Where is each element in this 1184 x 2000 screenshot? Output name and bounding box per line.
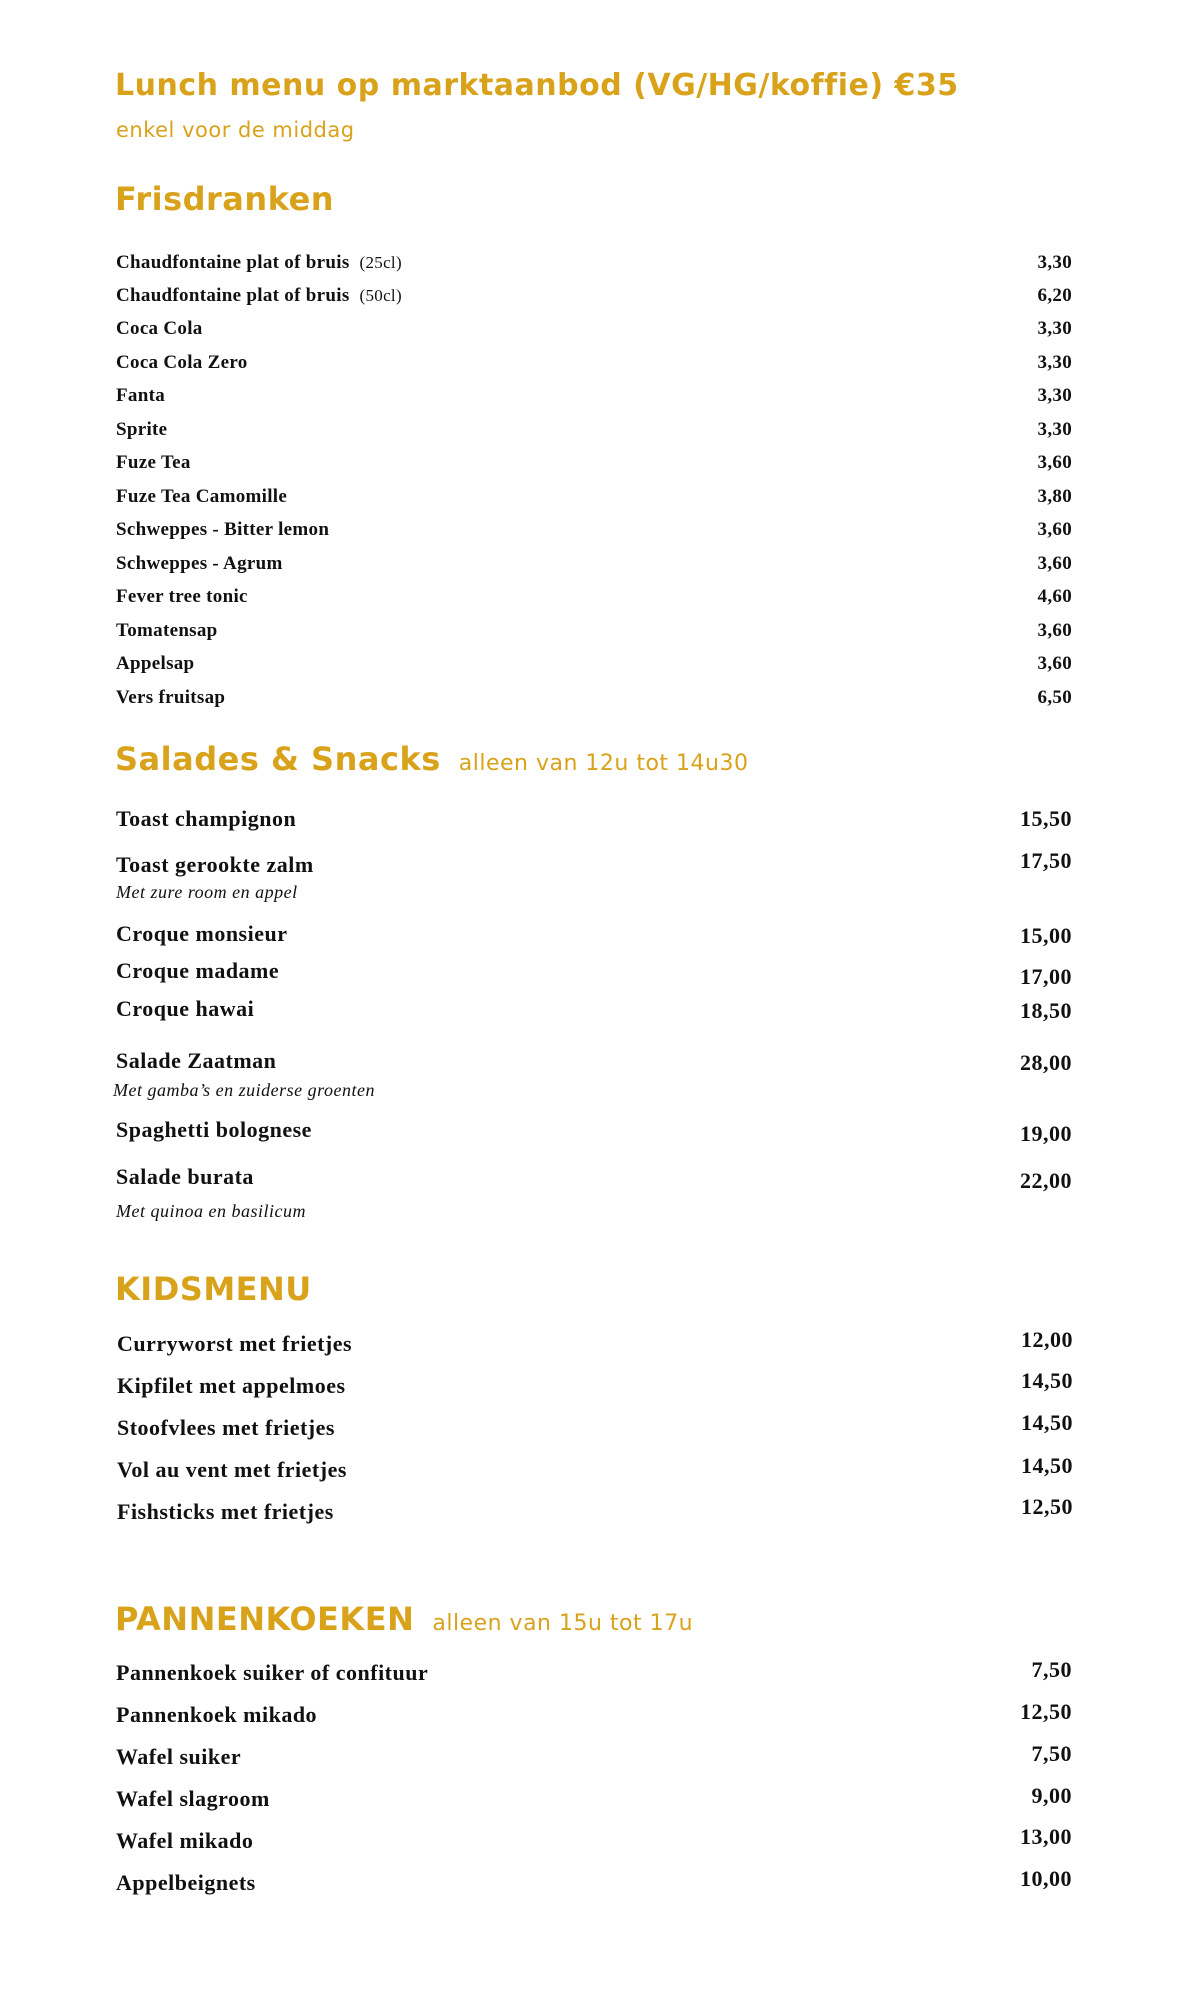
- item-name: Wafel slagroom: [116, 1786, 270, 1811]
- section-title-kidsmenu: KIDSMENU: [115, 1270, 312, 1308]
- item-name: Fever tree tonic: [116, 586, 248, 607]
- item-price: 3,60: [1037, 653, 1072, 674]
- item-name: Wafel suiker: [116, 1744, 242, 1769]
- item-price: 7,50: [1031, 1657, 1072, 1682]
- item-description: Met zure room en appel: [116, 882, 298, 902]
- item-description: Met quinoa en basilicum: [116, 1201, 306, 1221]
- item-name: Coca Cola: [116, 318, 203, 339]
- item-name: Fanta: [116, 385, 165, 406]
- item-price: 4,60: [1037, 586, 1072, 607]
- item-price: 10,00: [1020, 1866, 1072, 1891]
- item-price: 12,50: [1020, 1699, 1072, 1724]
- item-price: 19,00: [1020, 1121, 1072, 1146]
- item-name: Fishsticks met frietjes: [117, 1499, 334, 1524]
- item-price: 14,50: [1021, 1368, 1073, 1393]
- section-note: alleen van 12u tot 14u30: [458, 751, 749, 776]
- item-name: Pannenkoek suiker of confituur: [116, 1660, 429, 1685]
- section-title-pannenkoeken: [115, 1600, 693, 1638]
- section-title-frisdranken: Frisdranken: [115, 180, 335, 218]
- item-price: 3,60: [1037, 553, 1072, 574]
- item-price: 13,00: [1020, 1824, 1072, 1849]
- item-name: Chaudfontaine plat of bruis: [116, 252, 350, 273]
- section-title-text: PANNENKOEKEN: [115, 1600, 415, 1638]
- item-name: Schweppes - Agrum: [116, 553, 283, 574]
- item-name: Schweppes - Bitter lemon: [116, 519, 330, 540]
- item-name: Chaudfontaine plat of bruis: [116, 285, 350, 306]
- item-name: Sprite: [116, 419, 168, 440]
- section-title-text: Salades & Snacks: [115, 740, 441, 778]
- item-price: 22,00: [1020, 1168, 1072, 1193]
- item-price: 6,20: [1037, 285, 1072, 306]
- item-price: 14,50: [1021, 1453, 1073, 1478]
- item-price: 3,30: [1037, 318, 1072, 339]
- item-price: 3,30: [1037, 419, 1072, 440]
- item-name: Salade burata: [116, 1164, 254, 1189]
- item-price: 17,50: [1020, 848, 1072, 873]
- item-price: 15,50: [1020, 806, 1072, 831]
- item-description: Met gamba’s en zuiderse groenten: [113, 1080, 375, 1100]
- section-note: alleen van 15u tot 17u: [432, 1611, 694, 1636]
- item-name: Stoofvlees met frietjes: [117, 1415, 335, 1440]
- item-volume: (50cl): [359, 286, 402, 305]
- item-name: Wafel mikado: [116, 1828, 254, 1853]
- item-name: Spaghetti bolognese: [116, 1117, 312, 1142]
- item-volume: (25cl): [359, 253, 402, 272]
- item-name: Toast champignon: [116, 806, 297, 831]
- item-price: 3,60: [1037, 519, 1072, 540]
- item-name: Appelbeignets: [116, 1870, 256, 1895]
- lunch-menu-title: Lunch menu op marktaanbod (VG/HG/koffie) €35: [115, 68, 959, 103]
- item-price: 3,80: [1037, 486, 1072, 507]
- item-name: Appelsap: [116, 653, 195, 674]
- item-name: Pannenkoek mikado: [116, 1702, 318, 1727]
- item-price: 3,60: [1037, 620, 1072, 641]
- item-price: 7,50: [1031, 1741, 1072, 1766]
- item-name: Kipfilet met appelmoes: [117, 1373, 346, 1398]
- item-price: 6,50: [1037, 687, 1072, 708]
- item-price: 12,50: [1021, 1494, 1073, 1519]
- item-price: 12,00: [1021, 1327, 1073, 1352]
- item-name: Salade Zaatman: [116, 1048, 277, 1073]
- item-price: 17,00: [1020, 964, 1072, 989]
- item-price: 15,00: [1020, 923, 1072, 948]
- item-price: 3,60: [1037, 452, 1072, 473]
- item-name: Tomatensap: [116, 620, 218, 641]
- item-name: Coca Cola Zero: [116, 352, 248, 373]
- item-name: Croque madame: [116, 958, 280, 983]
- item-name: Croque hawai: [116, 996, 255, 1021]
- item-name: Toast gerookte zalm: [116, 852, 314, 877]
- item-name: Curryworst met frietjes: [117, 1331, 353, 1356]
- item-name: Fuze Tea Camomille: [116, 486, 288, 507]
- item-name: Fuze Tea: [116, 452, 191, 473]
- item-price: 14,50: [1021, 1410, 1073, 1435]
- item-price: 18,50: [1020, 998, 1072, 1023]
- item-price: 9,00: [1031, 1783, 1072, 1808]
- lunch-menu-subtitle: enkel voor de middag: [116, 118, 355, 142]
- item-price: 28,00: [1020, 1050, 1072, 1075]
- section-title-salades-snacks: [115, 740, 748, 778]
- item-price: 3,30: [1037, 252, 1072, 273]
- item-name: Vers fruitsap: [116, 687, 226, 708]
- item-name: Croque monsieur: [116, 921, 288, 946]
- item-price: 3,30: [1037, 352, 1072, 373]
- item-name: Vol au vent met frietjes: [117, 1457, 347, 1482]
- item-price: 3,30: [1037, 385, 1072, 406]
